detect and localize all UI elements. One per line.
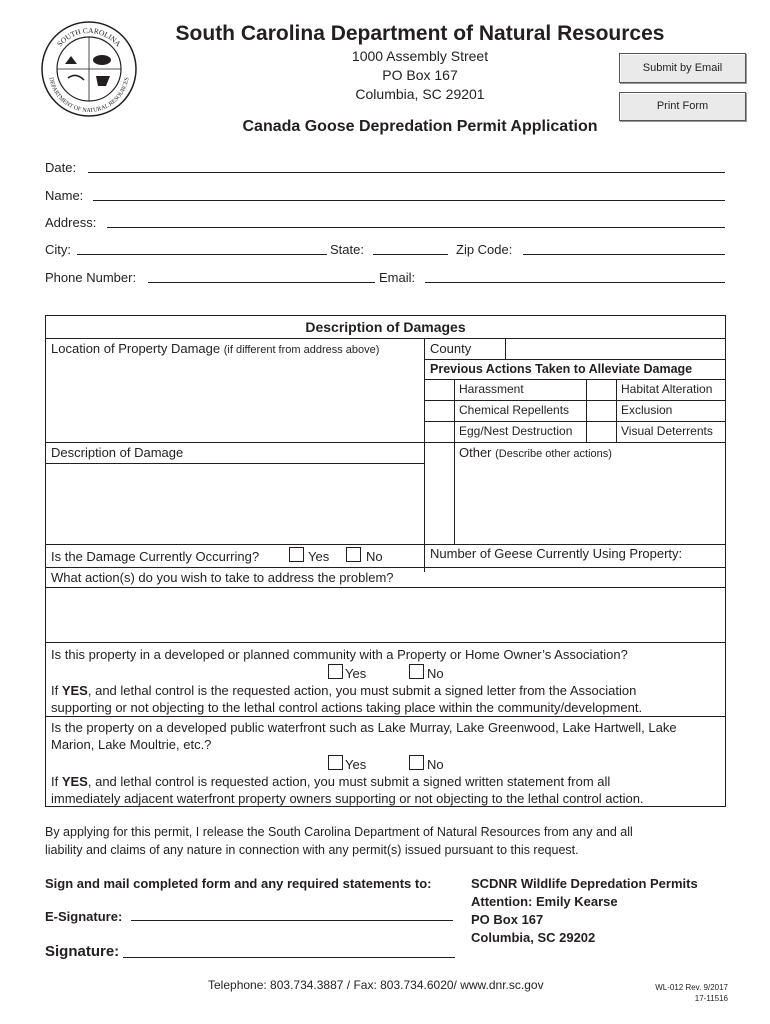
form-revision: WL-012 Rev. 9/2017 [655,983,728,992]
zip-label: Zip Code: [456,242,513,257]
signature-field[interactable] [123,957,455,958]
action-chemical-repellents: Chemical Repellents [459,403,570,417]
svg-text:DEPARTMENT OF NATURAL RESOURCE: DEPARTMENT OF NATURAL RESOURCES [47,76,131,115]
county-field[interactable] [506,339,725,358]
date-label: Date: [45,160,77,175]
habitat-alteration-checkbox[interactable] [587,380,616,400]
city-field[interactable] [77,254,327,255]
occurring-yes-checkbox[interactable] [289,547,304,562]
damages-section [45,315,726,807]
hoa-no-label: No [427,666,444,681]
waterfront-note-line1: If YES, and lethal control is requested action, you must submit a signed written statement from all [51,774,611,789]
prev-actions-heading: Previous Actions Taken to Alleviate Damage [430,362,693,376]
waterfront-no-label: No [427,757,444,772]
harassment-checkbox[interactable] [425,380,454,400]
chemical-repellents-checkbox[interactable] [425,401,454,421]
waterfront-question-line1: Is the property on a developed public waterfront such as Lake Murray, Lake Greenwood, Lake Hartwell, Lake [51,720,677,735]
visual-deterrents-checkbox[interactable] [587,422,616,442]
action-visual-deterrents: Visual Deterrents [621,424,713,438]
release-line-2: liability and claims of any nature in connection with any permit(s) issued pursuant to this request. [45,843,579,857]
other-checkbox[interactable] [425,443,454,544]
mail-instruction: Sign and mail completed form and any required statements to: [45,876,432,891]
agency-title: South Carolina Department of Natural Resources [175,22,665,45]
location-label: Location of Property Damage (if different from address above) [51,341,380,356]
state-label: State: [330,242,364,257]
email-label: Email: [379,270,416,285]
scdnr-seal-logo [40,20,138,118]
form-code: 17-11516 [694,994,728,1003]
waterfront-question-line2: Marion, Lake Moultrie, etc.? [51,737,212,752]
mail-to-line-2: Attention: Emily Kearse [471,894,618,909]
release-line-1: By applying for this permit, I release the South Carolina Department of Natural Resources from any and all [45,825,633,839]
address-label: Address: [45,215,97,230]
waterfront-yes-checkbox[interactable] [328,755,343,770]
mail-to-line-3: PO Box 167 [471,912,544,927]
exclusion-checkbox[interactable] [587,401,616,421]
mail-to-line-4: Columbia, SC 29202 [471,930,596,945]
description-field[interactable] [47,464,423,544]
currently-occurring-label: Is the Damage Currently Occurring? [51,549,260,564]
city-label: City: [45,242,71,257]
footer-contact: Telephone: 803.734.3887 / Fax: 803.734.6020/ www.dnr.sc.gov [208,978,544,992]
state-field[interactable] [373,254,448,255]
e-signature-label: E-Signature: [45,909,123,924]
occurring-yes-label: Yes [308,549,330,564]
hoa-no-checkbox[interactable] [409,664,424,679]
mail-to-line-1: SCDNR Wildlife Depredation Permits [471,876,698,891]
action-habitat-alteration: Habitat Alteration [621,382,713,396]
address-line-2: PO Box 167 [382,67,458,83]
waterfront-yes-label: Yes [345,757,367,772]
hoa-note-line1: If YES, and lethal control is the requested action, you must submit a signed letter from the Association [51,683,637,698]
location-field[interactable] [47,359,423,441]
hoa-yes-label: Yes [345,666,367,681]
other-label: Other (Describe other actions) [459,445,612,460]
name-label: Name: [45,188,84,203]
waterfront-note-line2: immediately adjacent waterfront property owners supporting or not objecting to the lethal control action. [51,791,644,806]
action-egg-nest-destruction: Egg/Nest Destruction [459,424,573,438]
signature-label: Signature: [45,943,120,960]
action-wish-field[interactable] [47,588,724,641]
action-exclusion: Exclusion [621,403,673,417]
description-label: Description of Damage [51,445,184,460]
action-wish-label: What action(s) do you wish to take to address the problem? [51,570,394,585]
waterfront-no-checkbox[interactable] [409,755,424,770]
hoa-question: Is this property in a developed or planned community with a Property or Home Owner’s Association? [51,647,628,662]
county-label: County [430,341,472,356]
geese-count-field[interactable] [700,545,724,565]
name-field[interactable] [93,200,725,201]
svg-text:SOUTH CAROLINA: SOUTH CAROLINA [55,25,123,49]
date-field[interactable] [88,172,725,173]
action-harassment: Harassment [459,382,524,396]
occurring-no-checkbox[interactable] [346,547,361,562]
hoa-note-line2: supporting or not objecting to the lethal control actions taking place within the community/development. [51,700,643,715]
submit-by-email-button[interactable]: Submit by Email [619,53,746,83]
egg-nest-destruction-checkbox[interactable] [425,422,454,442]
form-title: Canada Goose Depredation Permit Application [242,118,598,135]
address-line-3: Columbia, SC 29201 [355,86,485,102]
email-field[interactable] [425,282,725,283]
hoa-yes-checkbox[interactable] [328,664,343,679]
other-actions-field[interactable] [455,462,725,544]
occurring-no-label: No [366,549,383,564]
damages-heading: Description of Damages [305,319,466,335]
zip-field[interactable] [523,254,725,255]
print-form-button[interactable]: Print Form [619,92,746,121]
phone-field[interactable] [148,282,375,283]
e-signature-field[interactable] [131,920,453,921]
address-line-1: 1000 Assembly Street [351,48,489,64]
geese-count-label: Number of Geese Currently Using Property: [430,546,683,561]
phone-label: Phone Number: [45,270,137,285]
address-field[interactable] [107,227,725,228]
